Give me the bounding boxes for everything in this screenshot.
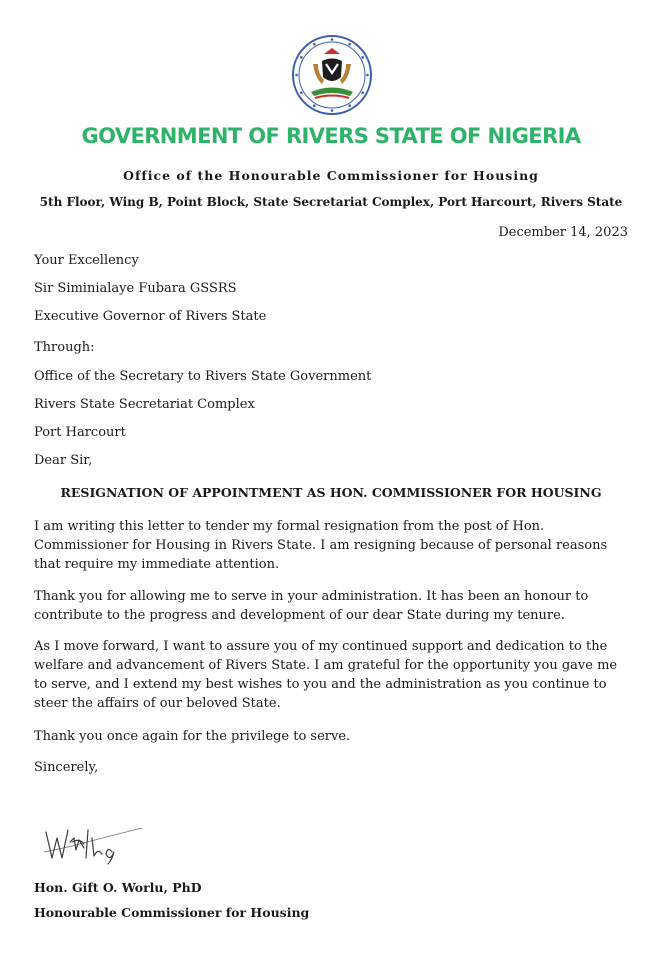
body-paragraph: Thank you for allowing me to serve in your administration. It has been an honour to contribute to the progress and development of our dear State during my tenure. xyxy=(34,589,589,623)
body-paragraph: Thank you once again for the privilege to serve. xyxy=(34,729,351,744)
signature-icon xyxy=(40,812,150,868)
closing: Sincerely, xyxy=(34,760,99,775)
office-address: 5th Floor, Wing B, Point Block, State Secretariat Complex, Port Harcourt, Rivers State xyxy=(39,195,623,209)
recipient-name: Sir Siminialaye Fubara GSSRS xyxy=(34,281,237,296)
through-label: Through: xyxy=(34,340,95,355)
recipient-honorific: Your Excellency xyxy=(34,253,139,268)
letter-subject: RESIGNATION OF APPOINTMENT AS HON. COMMISSIONER FOR HOUSING xyxy=(60,485,602,500)
body-paragraph: As I move forward, I want to assure you of my continued support and dedication to the welfare and advancement of Rivers State. I am grateful for the opportunity you gave me to serve, and I extend my best wishes to you and the administration as you continue to steer the affairs of our beloved State. xyxy=(34,639,618,711)
signatory-name: Hon. Gift O. Worlu, PhD xyxy=(34,880,202,895)
letter-date: December 14, 2023 xyxy=(498,225,628,240)
greeting: Dear Sir, xyxy=(34,453,93,468)
through-office: Office of the Secretary to Rivers State Government xyxy=(34,369,372,384)
through-city: Port Harcourt xyxy=(34,425,126,440)
recipient-position: Executive Governor of Rivers State xyxy=(34,309,267,324)
signatory-title: Honourable Commissioner for Housing xyxy=(34,905,310,920)
coat-of-arms-seal-icon xyxy=(291,34,373,116)
government-title: GOVERNMENT OF RIVERS STATE OF NIGERIA xyxy=(81,124,581,148)
through-complex: Rivers State Secretariat Complex xyxy=(34,397,255,412)
office-title: Office of the Honourable Commissioner for Housing xyxy=(123,168,539,183)
body-paragraph: I am writing this letter to tender my formal resignation from the post of Hon. Commissioner for Housing in Rivers State. I am resigning because of personal reasons that require my immediate attention. xyxy=(34,519,608,572)
